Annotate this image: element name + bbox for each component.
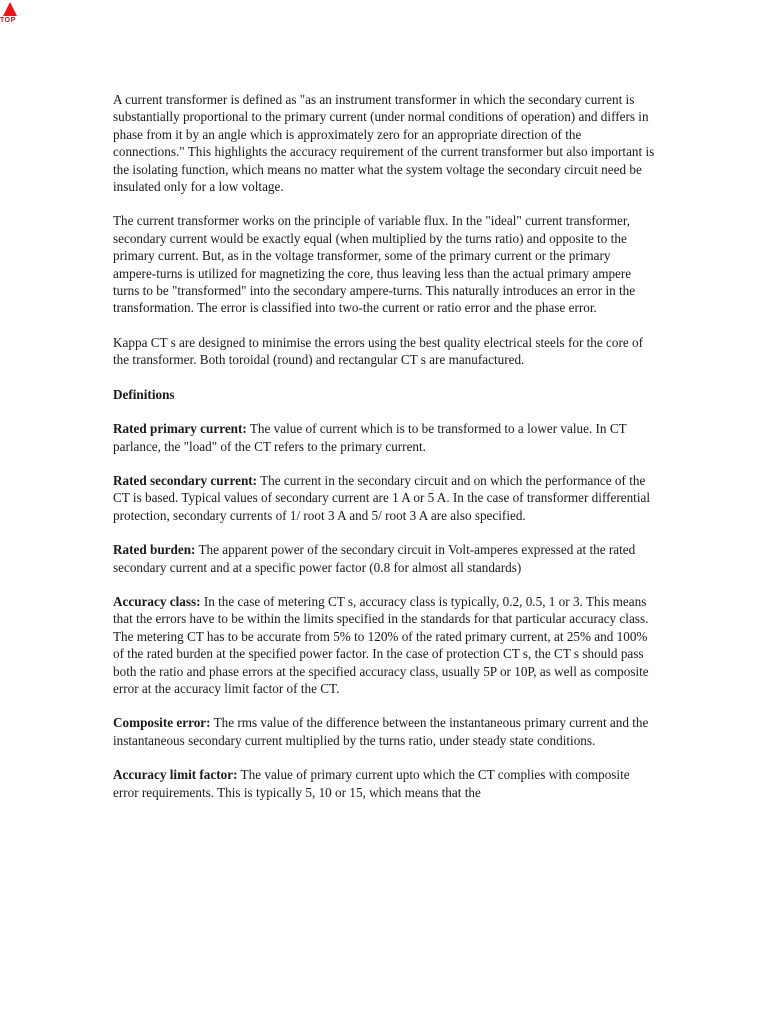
definition-text: The current in the secondary circuit and on which the performance of the CT is based. Typical values of secondary current are 1 A or 5 A. In the case of transformer differential protection, secondary currents of 1/ root 3 A and 5/ root 3 A are also specified. [113,472,651,523]
definition-item [113,593,655,697]
definition-text: The apparent power of the secondary circuit in Volt-amperes expressed at the rated secondary current and at a specific power factor (0.8 for almost all standards) [113,542,636,575]
definition-text: The value of primary current upto which the CT complies with composite error requirements. This is typically 5, 10 or 15, which means that the [113,767,630,800]
definition-item [113,541,655,576]
top-link-label: TOP [0,17,16,24]
definition-text: The rms value of the difference between the instantaneous primary current and the instantaneous secondary current multiplied by the turns ratio, under steady state conditions. [113,715,649,748]
definition-item [113,472,655,524]
definition-item [113,420,655,455]
definition-text: The value of current which is to be transformed to a lower value. In CT parlance, the "load" of the CT refers to the primary current. [113,421,627,454]
definition-term: Accuracy limit factor: [113,767,238,783]
definition-term: Rated primary current: [113,421,247,437]
definition-item [113,766,655,801]
definition-text: In the case of metering CT s, accuracy class is typically, 0.2, 0.5, 1 or 3. This means that the errors have to be within the limits specified in the standards for that particular accuracy class. The metering CT has to be accurate from 5% to 120% of the rated primary current, at 25% and 100% of the rated burden at the specified power factor. In the case of protection CT s, the CT s should pass both the ratio and phase errors at the specified accuracy class, usually 5P or 10P, as well as composite error at the accuracy limit factor of the CT. [113,593,649,696]
top-link[interactable] [0,0,20,26]
definitions-heading: Definitions [113,386,175,402]
definition-term: Composite error: [113,715,211,731]
principle-paragraph: The current transformer works on the principle of variable flux. In the "ideal" current transformer, secondary current would be exactly equal (when multiplied by the turns ratio) and opposite to the primary current. But, as in the voltage transformer, some of the primary current or the primary ampere-turns is utilized for magnetizing the core, thus leaving less than the actual primary ampere turns to be "transformed" into the secondary ampere-turns. This naturally introduces an error in the transformation. The error is classified into two-the current or ratio error and the phase error. [113,213,636,316]
definition-term: Rated secondary current: [113,472,258,488]
definition-item [113,714,655,749]
definition-term: Rated burden: [113,542,196,558]
document-body [113,91,655,818]
definition-term: Accuracy class: [113,593,201,609]
kappa-paragraph: Kappa CT s are designed to minimise the errors using the best quality electrical steels for the core of the transformer. Both toroidal (round) and rectangular CT s are manufactured. [113,334,644,368]
up-arrow-icon [3,2,17,16]
intro-paragraph: A current transformer is defined as "as an instrument transformer in which the secondary current is substantially proportional to the primary current (under normal conditions of operation) and differs in phase from it by an angle which is approximately zero for an appropriate direction of the connections." This highlights the accuracy requirement of the current transformer but also important is the isolating function, which means no matter what the system voltage the secondary circuit need be insulated only for a low voltage. [113,92,655,195]
